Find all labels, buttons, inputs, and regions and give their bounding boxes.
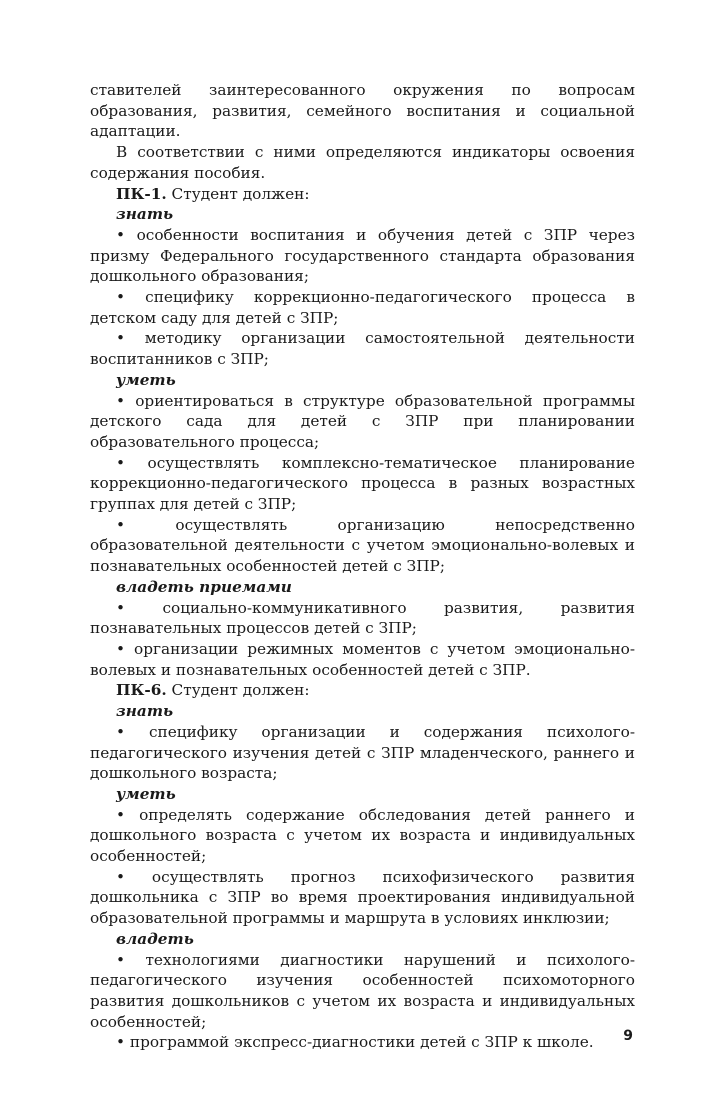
paragraph-continuation: ставителей заинтересованного окружения по вопросам образования, развития, семейного воспитания и социальной адаптации.: [90, 81, 635, 141]
pk6-can-item-2: • осуществлять прогноз психофизического развития дошкольника с ЗПР во время проектирования индивидуальной образовательной программы и маршрута в условиях инклюзии;: [90, 867, 635, 928]
pk6-heading: [90, 680, 635, 701]
page-number: 9: [623, 1028, 633, 1044]
pk1-can-label: уметь: [116, 370, 176, 389]
pk6-own-item-1: • технологиями диагностики нарушений и психолого-педагогического изучения особенностей психомоторного развития дошкольников с учетом их возраста и индивидуальных особенностей;: [90, 950, 635, 1031]
pk1-text: Студент должен:: [166, 184, 310, 203]
pk1-heading: [90, 184, 635, 205]
pk6-can-item-1: • определять содержание обследования детей раннего и дошкольного возраста с учетом их возраста и индивидуальных особенностей;: [90, 805, 635, 866]
pk6-text: Студент должен:: [166, 681, 310, 700]
pk1-can-item-3: • осуществлять организацию непосредственно образовательной деятельности с учетом эмоционально-волевых и познавательных особенностей детей с ЗПР;: [90, 515, 635, 576]
pk6-code: ПК-6.: [116, 681, 167, 700]
pk1-own-label: владеть приемами: [116, 577, 292, 596]
pk1-own-item-1: • социально-коммуникативного развития, развития познавательных процессов детей с ЗПР;: [90, 598, 635, 638]
pk1-know-item-3: • методику организации самостоятельной деятельности воспитанников с ЗПР;: [90, 329, 635, 369]
pk1-know-item-2: • специфику коррекционно-педагогического процесса в детском саду для детей с ЗПР;: [90, 288, 635, 327]
pk6-own-label: владеть: [116, 929, 194, 948]
pk1-can-item-2: • осуществлять комплексно-тематическое планирование коррекционно-педагогического процесса в разных возрастных группах для детей с ЗПР;: [90, 453, 635, 514]
pk6-know-label: знать: [116, 702, 174, 721]
pk1-can-item-1: • ориентироваться в структуре образовательной программы детского сада для детей с ЗПР при планировании образовательного процесса;: [90, 391, 635, 451]
pk1-code: ПК-1.: [116, 184, 167, 203]
pk6-own-item-2: • программой экспресс-диагностики детей с ЗПР к школе.: [116, 1033, 594, 1052]
pk6-can-label: уметь: [116, 784, 176, 803]
page-body: [90, 80, 635, 1053]
pk1-know-label: знать: [116, 205, 174, 224]
paragraph-indicators: В соответствии с ними определяются индикаторы освоения содержания пособия.: [90, 143, 635, 182]
pk6-know-item-1: • специфику организации и содержания психолого-педагогического изучения детей с ЗПР младенческого, раннего и дошкольного возраста;: [90, 722, 635, 783]
pk1-own-item-2: • организации режимных моментов с учетом эмоционально-волевых и познавательных особенностей детей с ЗПР.: [90, 639, 635, 679]
pk1-know-item-1: • особенности воспитания и обучения детей с ЗПР через призму Федерального государственного стандарта образования дошкольного образования;: [90, 225, 635, 286]
